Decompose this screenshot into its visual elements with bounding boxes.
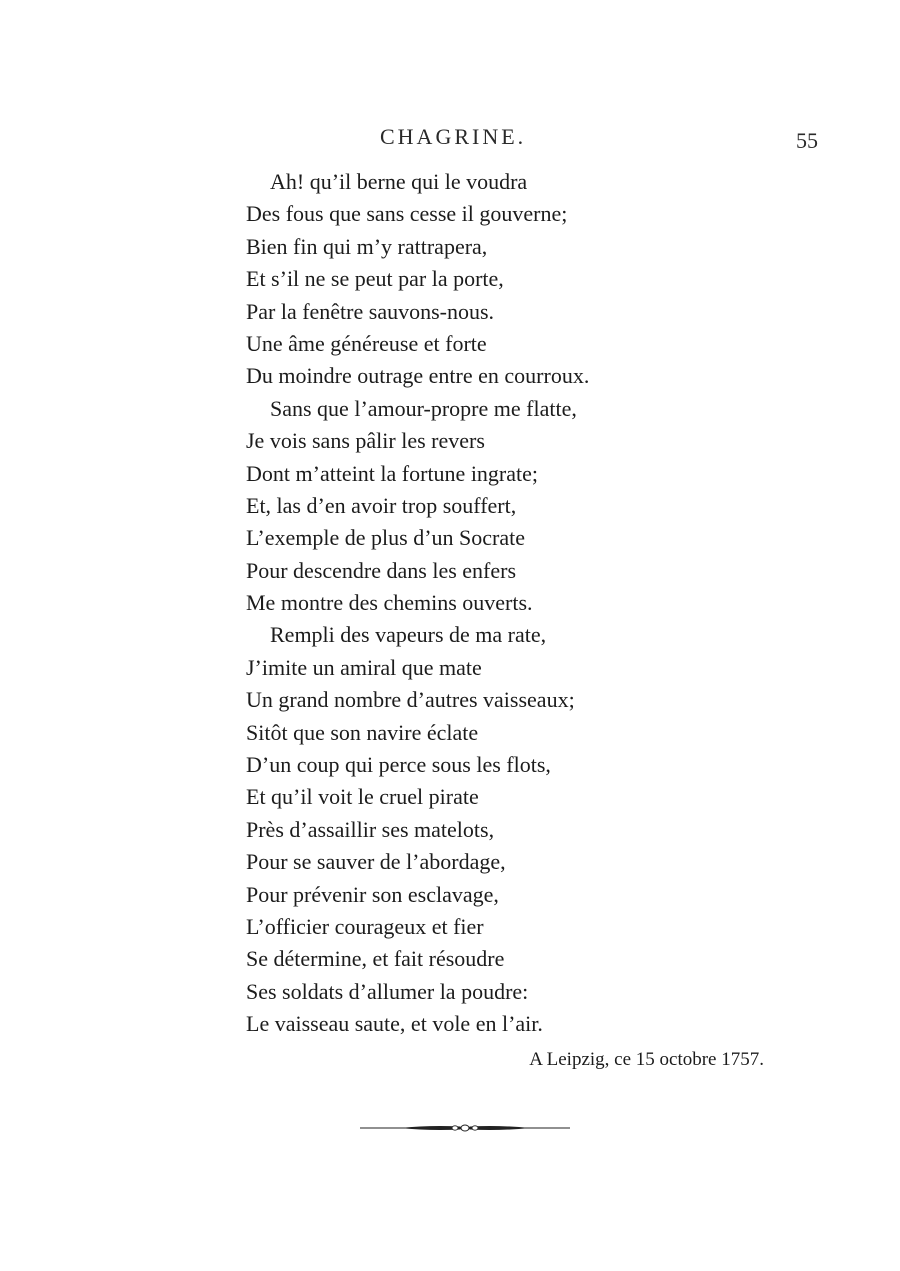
- verse-line: Je vois sans pâlir les revers: [246, 428, 485, 454]
- tailpiece-ornament-icon: [360, 1120, 570, 1136]
- verse-line: Des fous que sans cesse il gouverne;: [246, 201, 568, 227]
- verse-line: Le vaisseau saute, et vole en l’air.: [246, 1011, 543, 1037]
- place-date-signature: A Leipzig, ce 15 octobre 1757.: [529, 1049, 764, 1070]
- verse-line: Et qu’il voit le cruel pirate: [246, 784, 479, 810]
- verse-line: Rempli des vapeurs de ma rate,: [270, 622, 547, 648]
- verse-line: Pour descendre dans les enfers: [246, 557, 517, 583]
- verse-line: Ses soldats d’allumer la poudre:: [246, 978, 529, 1004]
- verse-line: Près d’assaillir ses matelots,: [246, 816, 495, 842]
- verse-line: Du moindre outrage entre en courroux.: [246, 363, 590, 389]
- verse-line: Pour se sauver de l’abordage,: [246, 849, 506, 875]
- verse-line: J’imite un amiral que mate: [246, 654, 482, 680]
- verse-line: L’exemple de plus d’un Socrate: [246, 525, 525, 551]
- verse-line: Et s’il ne se peut par la porte,: [246, 266, 504, 292]
- verse-line: Une âme généreuse et forte: [246, 330, 487, 356]
- running-head: CHAGRINE.: [380, 124, 527, 149]
- verse-line: Ah! qu’il berne qui le voudra: [270, 169, 528, 194]
- verse-line: Sans que l’amour-propre me flatte,: [270, 395, 577, 421]
- verse-line: Par la fenêtre sauvons-nous.: [246, 298, 495, 324]
- page-number: 55: [796, 128, 818, 153]
- verse-line: Un grand nombre d’autres vaisseaux;: [246, 687, 575, 713]
- verse-line: D’un coup qui perce sous les flots,: [246, 752, 551, 778]
- verse-line: L’officier courageux et fier: [246, 913, 484, 939]
- verse-line: Me montre des chemins ouverts.: [246, 590, 533, 616]
- verse-line: Dont m’atteint la fortune ingrate;: [246, 460, 539, 486]
- verse-line: Sitôt que son navire éclate: [246, 719, 479, 745]
- poem: [246, 166, 806, 1041]
- verse-line: Pour prévenir son esclavage,: [246, 881, 499, 907]
- verse-line: Bien fin qui m’y rattrapera,: [246, 233, 488, 259]
- verse-line: Et, las d’en avoir trop souffert,: [246, 492, 517, 518]
- verse-line: Se détermine, et fait résoudre: [246, 946, 505, 972]
